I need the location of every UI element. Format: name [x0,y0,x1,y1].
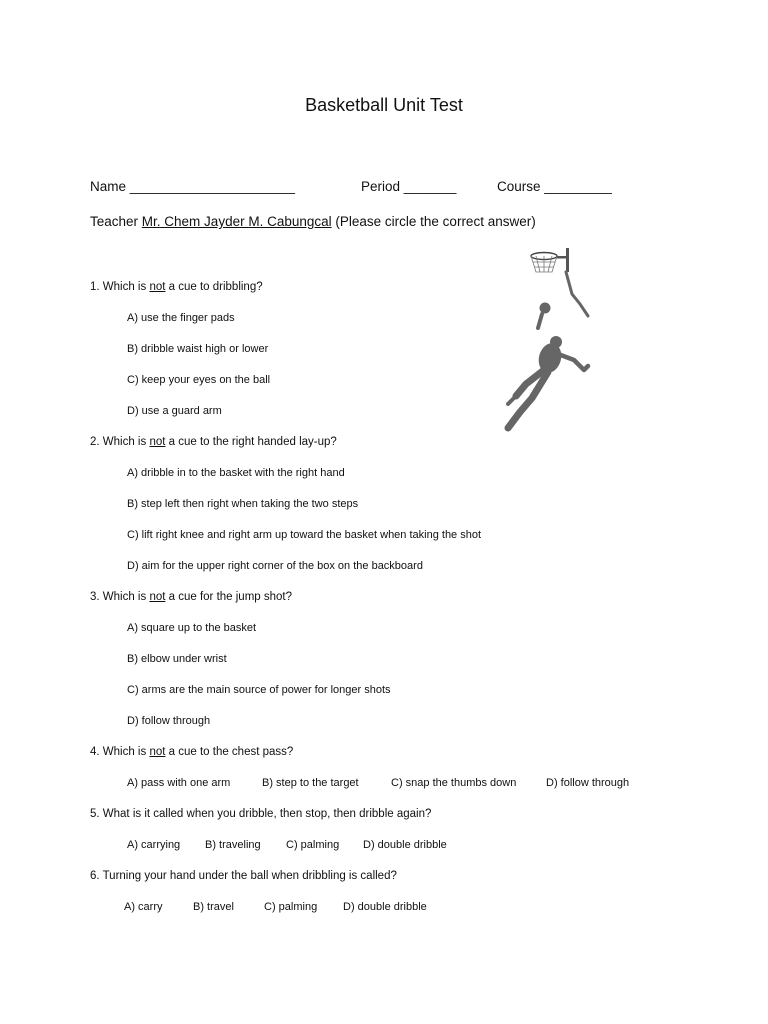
answer-option[interactable]: A) carry [124,901,163,913]
course-label: Course [497,179,541,194]
player-silhouette-icon [508,303,588,429]
answer-option[interactable]: A) pass with one arm [127,777,231,789]
answer-option[interactable]: D) use a guard arm [127,405,222,417]
question-5 [90,808,431,820]
course-blank[interactable]: _________ [544,179,612,194]
page-title: Basketball Unit Test [305,95,463,115]
basketball-hoop-icon [531,248,588,316]
question-text-post: a cue to the right handed lay-up? [165,436,337,448]
answer-option[interactable]: C) arms are the main source of power for longer shots [127,684,391,696]
answer-option[interactable]: A) carrying [127,839,181,851]
answer-option[interactable]: A) dribble in to the basket with the right hand [127,467,345,479]
course-field-row [497,179,612,194]
name-field-row [90,179,295,194]
answer-option[interactable]: D) double dribble [363,839,447,851]
answer-option[interactable]: A) use the finger pads [127,312,235,324]
answer-option[interactable]: B) step to the target [262,777,359,789]
instruction-text: (Please circle the correct answer) [335,214,536,229]
answer-option[interactable]: C) snap the thumbs down [391,777,517,789]
question-text-pre: 6. Turning your hand under the ball when dribbling is called? [90,870,397,882]
question-text-post: a cue to the chest pass? [165,746,294,758]
name-blank[interactable]: ______________________ [129,179,295,194]
answer-option[interactable]: B) travel [193,901,234,913]
question-text-pre: 2. Which is [90,436,150,448]
question-text-pre: 4. Which is [90,746,150,758]
answer-option[interactable]: A) square up to the basket [127,622,257,634]
question-1 [90,281,263,293]
question-3 [90,591,292,603]
teacher-name: Mr. Chem Jayder M. Cabungcal [141,214,332,229]
answer-option[interactable]: D) double dribble [343,901,427,913]
answer-option[interactable]: B) step left then right when taking the two steps [127,498,359,510]
question-text-pre: 1. Which is [90,281,150,293]
answer-option[interactable]: C) lift right knee and right arm up toward the basket when taking the shot [127,529,482,541]
question-6 [90,870,397,882]
answer-option[interactable]: C) palming [264,901,318,913]
answer-option[interactable]: D) follow through [546,777,630,789]
question-text-em: not [149,746,166,758]
question-text-em: not [149,436,166,448]
answer-option[interactable]: B) elbow under wrist [127,653,227,665]
question-text-post: a cue to dribbling? [165,281,263,293]
teacher-row [90,214,536,229]
answer-option[interactable]: C) keep your eyes on the ball [127,374,271,386]
question-4 [90,746,293,758]
answer-option[interactable]: D) follow through [127,715,211,727]
question-text-pre: 3. Which is [90,591,150,603]
period-label: Period [361,179,401,194]
question-text-post: a cue for the jump shot? [165,591,293,603]
answer-option[interactable]: D) aim for the upper right corner of the box on the backboard [127,560,423,572]
period-blank[interactable]: _______ [403,179,457,194]
answer-option[interactable]: B) dribble waist high or lower [127,343,269,355]
basketball-player-illustration [496,244,596,434]
question-text-em: not [149,281,166,293]
name-label: Name [90,179,127,194]
period-field-row [361,179,456,194]
answer-option[interactable]: B) traveling [205,839,261,851]
question-2 [90,436,337,448]
answer-option[interactable]: C) palming [286,839,340,851]
question-text-em: not [149,591,166,603]
teacher-label: Teacher [90,214,139,229]
question-text-pre: 5. What is it called when you dribble, then stop, then dribble again? [90,808,432,820]
